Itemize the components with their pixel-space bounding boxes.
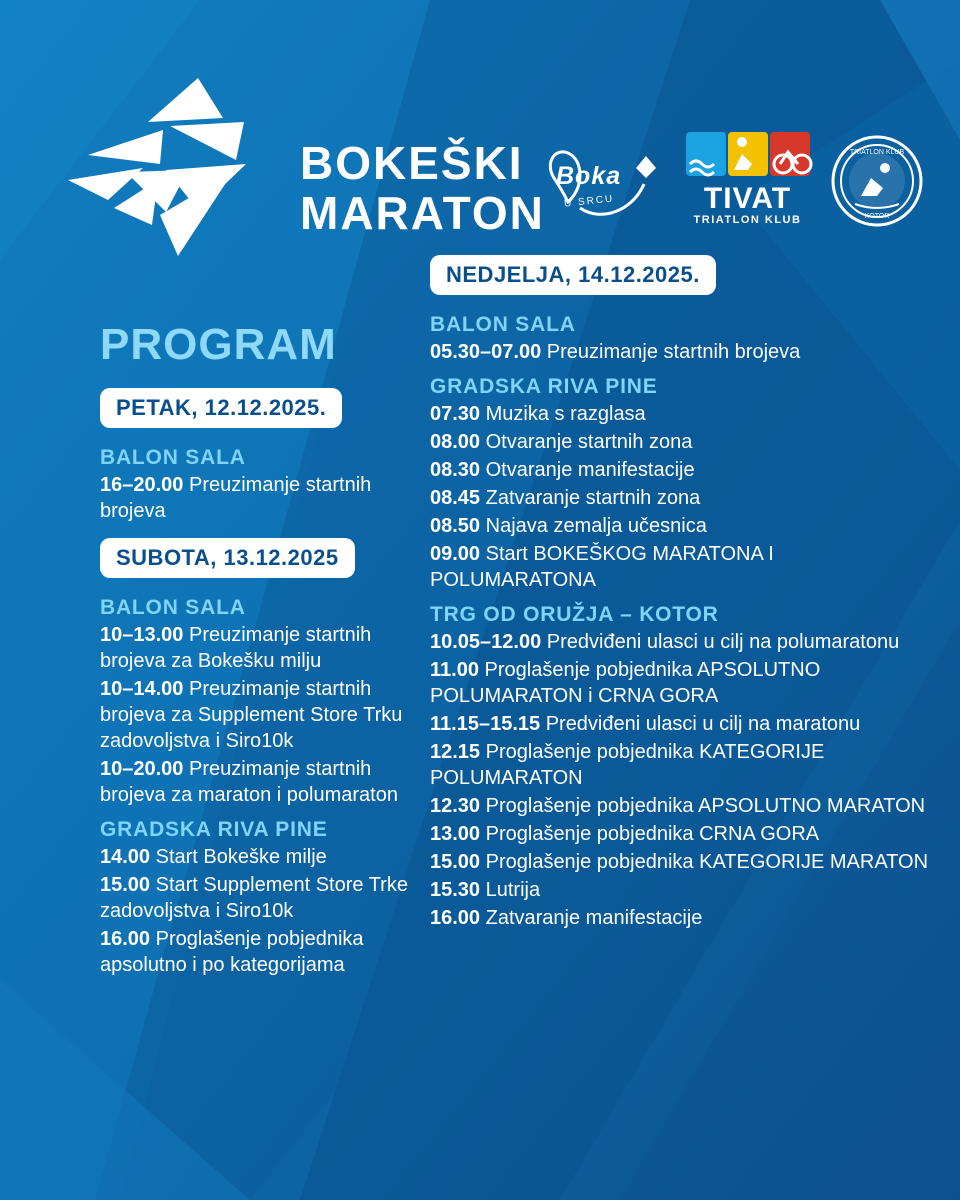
entry-time: 13.00 xyxy=(430,823,481,845)
wordmark-line-2: MARATON xyxy=(300,187,545,239)
entry-time: 10–14.00 xyxy=(100,678,184,700)
wordmark-line-1: BOKEŠKI xyxy=(300,137,524,189)
day-block-sunday xyxy=(430,255,930,931)
entry-text: Preuzimanje startnih brojeva xyxy=(546,341,801,363)
venue-title: GRADSKA RIVA PINE xyxy=(100,818,328,841)
entry-time: 11.15–15.15 xyxy=(430,713,541,735)
schedule-entry xyxy=(100,872,430,924)
venue-title: BALON SALA xyxy=(100,446,246,469)
day-block-friday xyxy=(100,388,430,524)
schedule-entry xyxy=(430,485,930,511)
program-column-left xyxy=(100,320,430,992)
kotor-triathlon-badge-icon xyxy=(825,134,930,229)
schedule-entry xyxy=(100,926,430,978)
venue-title: GRADSKA RIVA PINE xyxy=(430,375,658,398)
day-label-friday: PETAK, 12.12.2025. xyxy=(100,388,342,428)
entry-text: Proglašenje pobjednika APSOLUTNO MARATON xyxy=(485,795,926,817)
entry-text: Start Bokeške milje xyxy=(155,846,327,868)
schedule-entry xyxy=(430,339,930,365)
entry-text: Proglašenje pobjednika KATEGORIJE POLUMARATON xyxy=(430,741,825,789)
schedule-entry xyxy=(430,457,930,483)
entry-text: Start Supplement Store Trke zadovoljstva i Siro10k xyxy=(100,874,408,922)
boka-logo-tagline: U SRCU xyxy=(563,193,615,210)
entry-time: 10–20.00 xyxy=(100,758,184,780)
schedule-entry xyxy=(100,844,430,870)
entry-text: Predviđeni ulasci u cilj na maratonu xyxy=(545,713,861,735)
venue-title: BALON SALA xyxy=(100,596,246,619)
entry-time: 07.30 xyxy=(430,403,481,425)
entry-time: 16–20.00 xyxy=(100,474,184,496)
entry-text: Proglašenje pobjednika APSOLUTNO POLUMARATON i CRNA GORA xyxy=(430,659,821,707)
entry-time: 08.00 xyxy=(430,431,481,453)
venue-title: BALON SALA xyxy=(430,313,576,336)
poster-header xyxy=(0,50,960,240)
entry-text: Proglašenje pobjednika KATEGORIJE MARATON xyxy=(485,851,929,873)
entry-time: 10–13.00 xyxy=(100,624,184,646)
schedule-entry xyxy=(430,793,930,819)
entry-text: Lutrija xyxy=(485,879,541,901)
program-column-right xyxy=(430,255,930,945)
schedule-entry xyxy=(430,629,930,655)
schedule-entry xyxy=(100,472,430,524)
entry-text: Preuzimanje startnih brojeva za Bokešku milju xyxy=(100,624,372,672)
entry-time: 15.00 xyxy=(430,851,481,873)
schedule-entry xyxy=(430,877,930,903)
schedule-entry xyxy=(430,541,930,593)
schedule-entry xyxy=(430,711,930,737)
schedule-entry xyxy=(430,657,930,709)
entry-time: 11.00 xyxy=(430,659,479,681)
schedule-entry xyxy=(430,821,930,847)
entry-time: 08.30 xyxy=(430,459,481,481)
day-label-sunday: NEDJELJA, 14.12.2025. xyxy=(430,255,716,295)
schedule-entry xyxy=(430,401,930,427)
entry-text: Start BOKEŠKOG MARATONA I POLUMARATONA xyxy=(430,543,774,591)
entry-text: Zatvaranje startnih zona xyxy=(485,487,701,509)
entry-text: Proglašenje pobjednika CRNA GORA xyxy=(485,823,820,845)
boka-logo-text: Boka xyxy=(556,162,622,190)
entry-time: 05.30–07.00 xyxy=(430,341,542,363)
entry-text: Proglašenje pobjednika apsolutno i po kategorijama xyxy=(100,928,364,976)
svg-text:TRIATLON KLUB: TRIATLON KLUB xyxy=(849,149,905,156)
bokeski-maraton-logo-icon xyxy=(48,60,288,260)
venue-title: TRG OD ORUŽJA – KOTOR xyxy=(430,603,719,626)
svg-text:KOTOR: KOTOR xyxy=(864,213,890,220)
entry-text: Najava zemalja učesnica xyxy=(485,515,707,537)
entry-time: 12.15 xyxy=(430,741,481,763)
boka-heart-logo-icon xyxy=(540,138,660,228)
schedule-entry xyxy=(430,905,930,931)
day-block-saturday xyxy=(100,538,430,978)
page-title: PROGRAM xyxy=(100,320,337,369)
entry-text: Otvaranje manifestacije xyxy=(485,459,695,481)
entry-time: 16.00 xyxy=(100,928,151,950)
schedule-entry xyxy=(430,739,930,791)
day-label-saturday: SUBOTA, 13.12.2025 xyxy=(100,538,355,578)
schedule-entry xyxy=(430,849,930,875)
schedule-entry xyxy=(100,756,430,808)
entry-time: 15.30 xyxy=(430,879,481,901)
schedule-entry xyxy=(100,676,430,754)
entry-time: 12.30 xyxy=(430,795,481,817)
partner-logos xyxy=(540,120,940,240)
entry-time: 10.05–12.00 xyxy=(430,631,542,653)
schedule-entry xyxy=(430,513,930,539)
entry-time: 08.50 xyxy=(430,515,481,537)
entry-text: Preuzimanje startnih brojeva za maraton i polumaraton xyxy=(100,758,398,806)
schedule-entry xyxy=(430,429,930,455)
entry-text: Predviđeni ulasci u cilj na polumaratonu xyxy=(546,631,900,653)
entry-text: Muzika s razglasa xyxy=(485,403,646,425)
tivat-logo-text: TIVAT xyxy=(703,182,792,215)
entry-text: Zatvaranje manifestacije xyxy=(485,907,703,929)
entry-text: Otvaranje startnih zona xyxy=(485,431,693,453)
schedule-entry xyxy=(100,622,430,674)
entry-text: Preuzimanje startnih brojeva xyxy=(100,474,372,522)
entry-text: Preuzimanje startnih brojeva za Supplement Store Trku zadovoljstva i Siro10k xyxy=(100,678,403,752)
event-wordmark xyxy=(300,138,545,238)
entry-time: 15.00 xyxy=(100,874,151,896)
entry-time: 16.00 xyxy=(430,907,481,929)
tivat-logo-tagline: TRIATLON KLUB xyxy=(693,214,802,226)
tivat-triathlon-logo-icon xyxy=(680,130,815,230)
entry-time: 09.00 xyxy=(430,543,481,565)
entry-time: 08.45 xyxy=(430,487,481,509)
entry-time: 14.00 xyxy=(100,846,151,868)
